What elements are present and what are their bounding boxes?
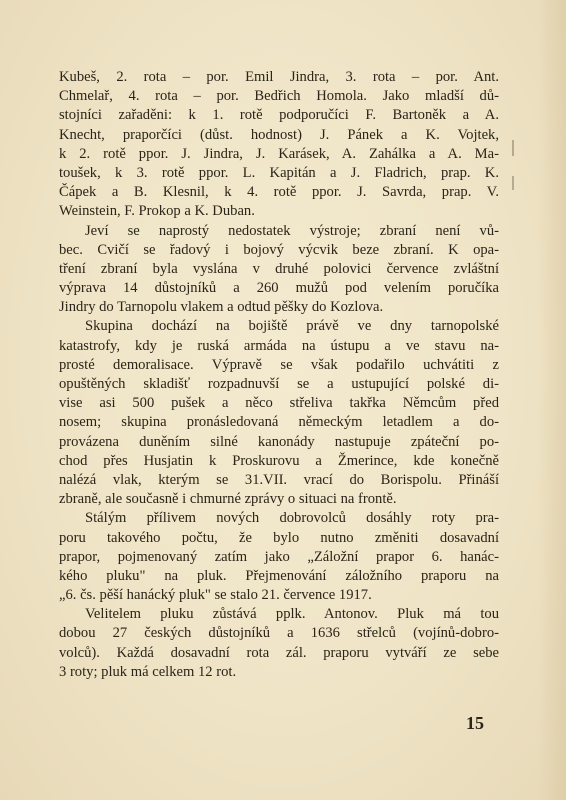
text-line: provázena duněním silné kanonády nastupuje zpáteční po-	[59, 433, 499, 450]
page-number: 15	[466, 713, 484, 733]
text-line: „6. čs. pěší hanácký pluk" se stalo 21. července 1917.	[59, 587, 372, 604]
text-line: k 2. rotě ppor. J. Jindra, J. Karásek, A. Zahálka a A. Ma-	[59, 145, 499, 162]
text-line: Knecht, praporčíci (důst. hodnost) J. Pánek a K. Vojtek,	[59, 126, 499, 143]
text-line: prapor, pojmenovaný zatím jako „Záložní prapor 6. hanác-	[59, 548, 499, 565]
text-line: prosté demoralisace. Výpravě se však podařilo uchvátiti z	[59, 356, 499, 373]
text-line: tření zbraní byla vyslána v druhé polovici července zvláštní	[59, 260, 499, 277]
text-line: Stálým přílivem nových dobrovolců dosáhly roty pra-	[85, 510, 499, 527]
text-line: stojníci zařaděni: k 1. rotě podporučíci F. Bartoněk a A.	[59, 107, 499, 124]
text-line: nosem; skupina pronásledovaná německým letadlem a do-	[59, 414, 499, 431]
text-line: dobou 27 českých důstojníků a 1636 střelců (vojínů-dobro-	[59, 625, 499, 642]
margin-pencil-mark	[512, 140, 514, 156]
text-line: nalézá vlak, kterým se 31.VII. vrací do Borispolu. Přináší	[59, 471, 499, 488]
text-line: kého pluku" na pluk. Přejmenování záložního praporu na	[59, 567, 499, 584]
text-line: Jeví se naprostý nedostatek výstroje; zbraní není vů-	[85, 222, 499, 239]
text-line: Chmelař, 4. rota – por. Bedřich Homola. Jako mladší dů-	[59, 88, 499, 105]
text-line: Čápek a B. Klesnil, k 4. rotě ppor. J. Savrda, prap. V.	[59, 184, 499, 201]
text-line: chod přes Husjatin k Proskurovu a Žmerince, kde konečně	[59, 452, 499, 469]
body-text	[59, 68, 499, 682]
text-line: 3 roty; pluk má celkem 12 rot.	[59, 663, 237, 680]
text-line: opuštěných skladišť rozpadnuvší se a ustupující polské di-	[59, 376, 499, 392]
margin-pencil-mark	[512, 176, 514, 190]
text-line: Weinstein, F. Prokop a K. Duban.	[59, 203, 255, 220]
text-line: zbraně, ale současně i chmurné zprávy o situaci na frontě.	[59, 491, 397, 508]
text-line: výprava 14 důstojníků a 260 mužů pod velením poručíka	[59, 280, 499, 297]
text-line: Kubeš, 2. rota – por. Emil Jindra, 3. rota – por. Ant.	[59, 69, 499, 85]
text-line: volců). Každá dosavadní rota zál. praporu vytváří ze sebe	[59, 644, 499, 661]
text-line: katastrofy, kdy je ruská armáda na ústupu a ve stavu na-	[59, 337, 499, 354]
text-line: Velitelem pluku zůstává pplk. Antonov. Pluk má tou	[85, 606, 499, 623]
text-line: toušek, k 3. rotě ppor. L. Kapitán a J. Fladrich, prap. K.	[59, 164, 499, 181]
text-line: poru takového počtu, že bylo nutno změniti dosavadní	[59, 529, 499, 546]
page-edge-shading	[538, 0, 566, 800]
text-line: Skupina dochází na bojiště právě ve dny tarnopolské	[85, 318, 499, 335]
text-line: bec. Cvičí se řadový i bojový výcvik beze zbraní. K opa-	[59, 241, 499, 258]
text-line: Jindry do Tarnopolu vlakem a odtud pěšky do Kozlova.	[59, 299, 384, 316]
text-line: vise asi 500 pušek a něco střeliva takřka Němcům před	[59, 395, 499, 412]
